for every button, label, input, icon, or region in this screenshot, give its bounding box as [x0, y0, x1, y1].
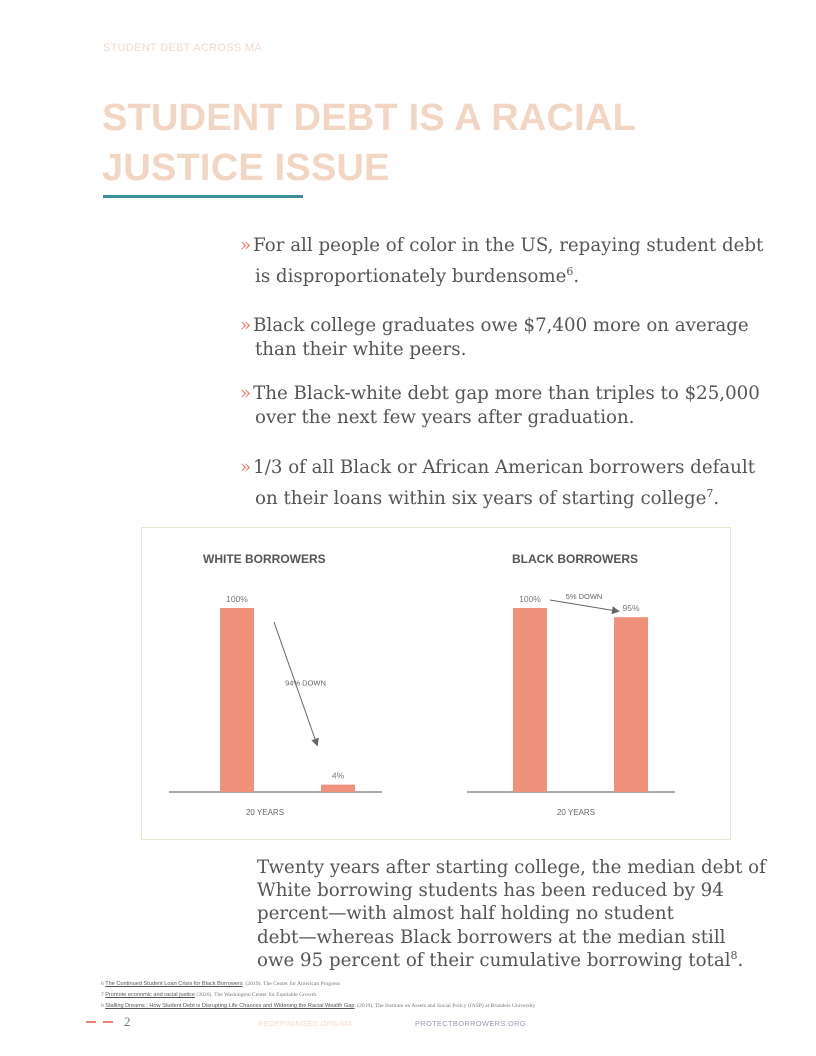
chevron-bullet-icon: »: [240, 457, 252, 478]
summary-line: percent—with almost half holding no student: [257, 903, 674, 925]
footnote: 6 The Continued Student Loan Crisis for Black Borrowers. (2019). The Center for American Progress: [101, 981, 340, 987]
chevron-bullet-icon: »: [240, 235, 252, 256]
bullet-item: [240, 314, 749, 362]
bullet-text: is disproportionately burdensome: [255, 266, 567, 287]
bullet-text: The Black-white debt gap more than triples to $25,000: [253, 383, 760, 404]
change-arrow: [550, 600, 618, 611]
title-underline: [103, 195, 303, 198]
footnote-ref: 8: [730, 948, 738, 962]
footer-link-redefininged[interactable]: REDEFININGED.ORG/MA: [258, 1019, 353, 1028]
bullet-text: than their white peers.: [255, 339, 467, 360]
chart-title: WHITE BORROWERS: [203, 552, 326, 566]
chevron-bullet-icon: »: [240, 383, 252, 404]
page-title-line-1: STUDENT DEBT IS A RACIAL: [102, 97, 636, 139]
footnote-link[interactable]: Promote economic and racial justice: [105, 992, 196, 998]
change-annotation: 94% DOWN: [285, 678, 326, 688]
footer-dash-icon: [86, 1021, 96, 1023]
summary-line: Twenty years after starting college, the median debt of: [257, 857, 766, 878]
bullet-item: » For all people of color in the US, repaying student debt is disproportionately burdensome$^6$.: [240, 235, 764, 287]
summary-line: owe 95 percent of their cumulative borrowing total: [257, 949, 731, 971]
bullet-text: on their loans within six years of starting college: [255, 488, 707, 509]
bullet-text: over the next few years after graduation.: [255, 407, 635, 428]
bar: [220, 608, 254, 792]
bar: [614, 617, 648, 792]
page-number: 2: [124, 1014, 131, 1029]
summary-line: debt—whereas Black borrowers at the median still: [257, 926, 726, 948]
bar: [321, 785, 355, 792]
summary-line: White borrowing students has been reduced by 94: [257, 880, 724, 902]
footer-link-protectborrowers[interactable]: PROTECTBORROWERS.ORG: [415, 1019, 527, 1028]
bullet-text: For all people of color in the US, repaying student debt: [253, 235, 764, 256]
change-annotation: 5% DOWN: [565, 592, 603, 601]
data-label: 95%: [622, 603, 640, 614]
data-label: 100%: [226, 594, 248, 604]
footnote-link[interactable]: Stalling Dreams : How Student Debt is Disrupting Life Chances and Widening the Racial Wealth Gap: [105, 1003, 355, 1009]
footer-dash-icon: [103, 1021, 113, 1023]
section-header: STUDENT DEBT ACROSS MA: [103, 42, 262, 54]
bullet-text: 1/3 of all Black or African American borrowers default: [253, 457, 756, 478]
bar-charts: [142, 528, 730, 839]
footnote: 8 Stalling Dreams : How Student Debt is Disrupting Life Chances and Widening the Racial Wealth Gap. (2019). The Institute on Assets and Social Policy (IASP) at Brandeis University: [101, 1003, 536, 1009]
data-label: 4%: [331, 770, 345, 781]
bar: [513, 608, 547, 792]
footnote-link[interactable]: The Continued Student Loan Crisis for Black Borrowers: [105, 981, 243, 987]
data-label: 100%: [519, 594, 541, 604]
bullet-item: » 1/3 of all Black or African American borrowers default on their loans within six years of starting college$^7$.: [240, 457, 756, 509]
page-title-line-2: JUSTICE ISSUE: [102, 147, 390, 189]
x-axis-label: 20 YEARS: [245, 808, 285, 817]
footnote-ref: 6: [566, 264, 574, 278]
bullet-item: [240, 382, 760, 430]
x-axis-label: 20 YEARS: [556, 808, 596, 817]
summary-paragraph: Twenty years after starting college, the median debt of White borrowing students has been reduced by 94 percent—with almost half holding no student debt—whereas Black borrowers at the median still owe 95 percent of their cumulative borrowing total$^8$.: [257, 857, 766, 971]
chart-panel: [141, 527, 731, 840]
chart-title: BLACK BORROWERS: [512, 552, 638, 566]
page-title: [102, 93, 662, 193]
footnotes: [101, 979, 536, 1012]
footnote: 7 Promote economic and racial justice (2020). The Washington Center for Equitable Growth: [101, 992, 317, 998]
footnote-ref: 7: [706, 486, 714, 500]
chevron-bullet-icon: »: [240, 315, 252, 336]
bullet-text: Black college graduates owe $7,400 more on average: [253, 315, 749, 336]
